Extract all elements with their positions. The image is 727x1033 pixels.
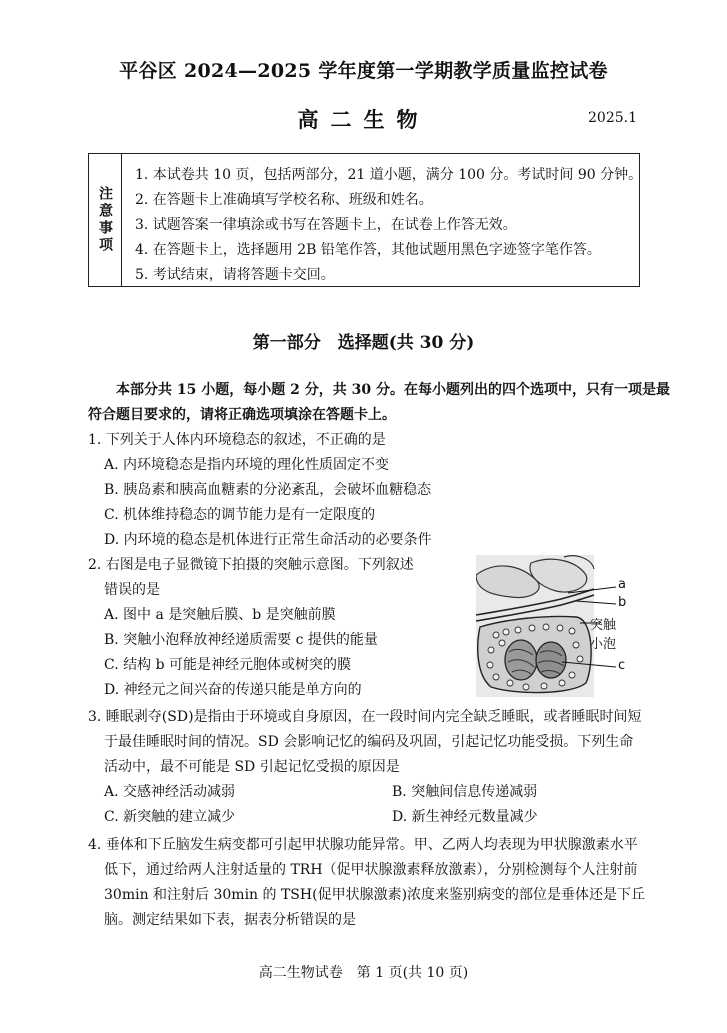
option-row xyxy=(88,780,664,805)
notice-item: 1. 本试卷共 10 页，包括两部分，21 道小题，满分 100 分。考试时间 90 分钟。 xyxy=(135,167,643,183)
intro-line: 符合题目要求的，请将正确选项填涂在答题卡上。 xyxy=(88,407,396,423)
option-a: A. 内环境稳态是指内环境的理化性质固定不变 xyxy=(104,457,390,473)
question-stem: 错误的是 xyxy=(104,582,160,598)
question-stem: 脑。测定结果如下表，据表分析错误的是 xyxy=(104,912,356,928)
section-title: 第一部分 选择题(共 30 分) xyxy=(252,333,475,353)
intro-line: 本部分共 15 小题，每小题 2 分，共 30 分。在每小题列出的四个选项中，只有一项是最 xyxy=(116,382,670,398)
option-c: C. 结构 b 可能是神经元胞体或树突的膜 xyxy=(104,657,351,673)
option-d: D. 内环境的稳态是机体进行正常生命活动的必要条件 xyxy=(104,532,432,548)
figure-label-vesicle: 突触小泡 xyxy=(590,618,617,652)
question-stem: 3. 睡眠剥夺(SD)是指由于环境或自身原因，在一段时间内完全缺乏睡眠，或者睡眠时间短 xyxy=(88,709,642,725)
notice-item: 3. 试题答案一律填涂或书写在答题卡上，在试卷上作答无效。 xyxy=(135,217,517,233)
notice-item: 4. 在答题卡上，选择题用 2B 铅笔作答，其他试题用黑色字迹签字笔作答。 xyxy=(135,242,601,258)
option-row xyxy=(88,805,664,830)
option-b: B. 突触间信息传递减弱 xyxy=(392,784,538,800)
question-stem: 1. 下列关于人体内环境稳态的叙述，不正确的是 xyxy=(88,432,386,448)
option-a: A. 交感神经活动减弱 xyxy=(104,784,236,800)
notice-label-cell xyxy=(89,154,122,286)
question-4 xyxy=(88,833,645,933)
question-stem: 低下，通过给两人注射适量的 TRH（促甲状腺激素释放激素），分别检测每个人注射前 xyxy=(104,862,638,878)
question-2 xyxy=(88,553,414,703)
exam-title: 平谷区 2024—2025 学年度第一学期教学质量监控试卷 xyxy=(119,60,608,82)
option-c: C. 新突触的建立减少 xyxy=(104,809,236,825)
question-3 xyxy=(88,705,664,830)
option-b: B. 突触小泡释放神经递质需要 c 提供的能量 xyxy=(104,632,378,648)
question-stem: 2. 右图是电子显微镜下拍摄的突触示意图。下列叙述 xyxy=(88,557,414,573)
notice-box xyxy=(88,153,643,287)
section-intro xyxy=(88,378,670,428)
option-d: D. 新生神经元数量减少 xyxy=(392,809,538,825)
subject-title: 高二生物 xyxy=(297,107,430,132)
question-1 xyxy=(88,428,432,553)
notice-label: 注意事项 xyxy=(97,186,113,254)
page-footer: 高二生物试卷 第 1 页(共 10 页) xyxy=(258,965,469,981)
figure-label-b: b xyxy=(618,595,627,610)
figure-label-c: c xyxy=(618,658,626,673)
question-stem: 于最佳睡眠时间的情况。SD 会影响记忆的编码及巩固，引起记忆功能受损。下列生命 xyxy=(104,734,634,750)
option-d: D. 神经元之间兴奋的传递只能是单方向的 xyxy=(104,682,362,698)
question-stem: 4. 垂体和下丘脑发生病变都可引起甲状腺功能异常。甲、乙两人均表现为甲状腺激素水平 xyxy=(88,837,638,853)
question-stem: 活动中，最不可能是 SD 引起记忆受损的原因是 xyxy=(104,759,400,775)
option-a: A. 图中 a 是突触后膜、b 是突触前膜 xyxy=(104,607,336,623)
question-stem: 30min 和注射后 30min 的 TSH(促甲状腺激素)浓度来鉴别病变的部位是垂体还是下丘 xyxy=(104,887,646,903)
notice-list xyxy=(135,163,642,288)
option-c: C. 机体维持稳态的调节能力是有一定限度的 xyxy=(104,507,376,523)
option-b: B. 胰岛素和胰高血糖素的分泌紊乱，会破坏血糖稳态 xyxy=(104,482,432,498)
synapse-figure xyxy=(476,555,626,697)
notice-item: 5. 考试结束，请将答题卡交回。 xyxy=(135,267,335,283)
notice-item: 2. 在答题卡上准确填写学校名称、班级和姓名。 xyxy=(135,192,433,208)
exam-date: 2025.1 xyxy=(588,110,637,126)
figure-label-a: a xyxy=(618,577,626,592)
